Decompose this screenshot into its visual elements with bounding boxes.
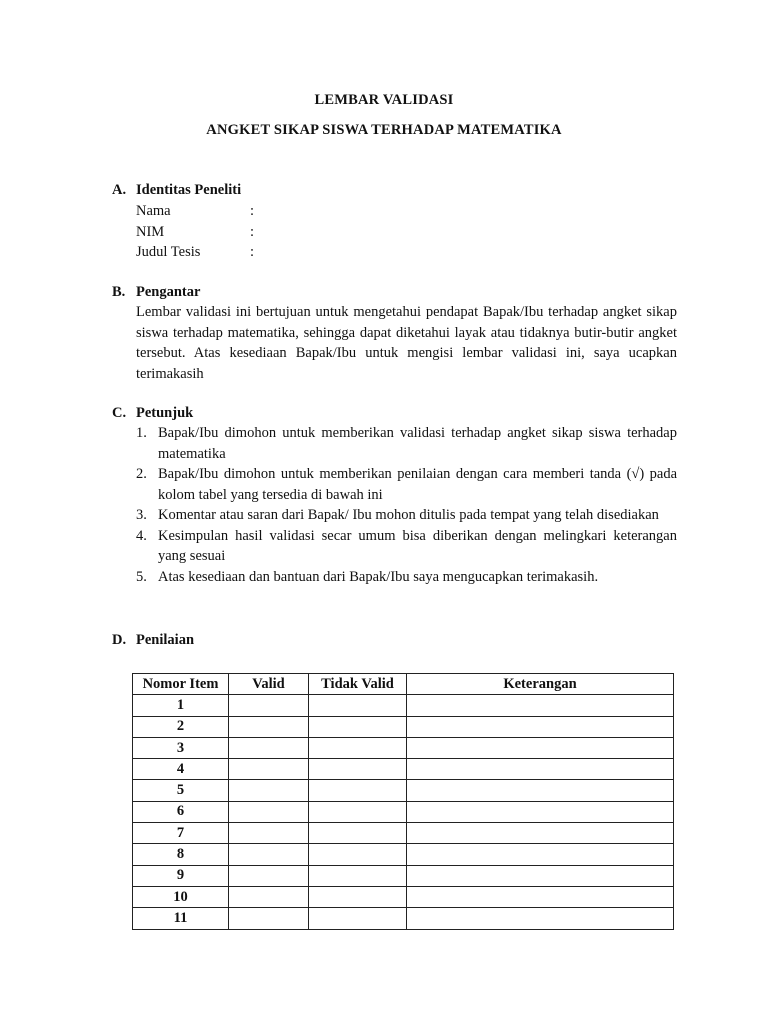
identity-separator: : <box>250 203 255 219</box>
item-number-cell: 5 <box>133 780 229 801</box>
keterangan-cell[interactable] <box>407 844 674 865</box>
list-item: 3. Komentar atau saran dari Bapak/ Ibu mohon ditulis pada tempat yang telah disediakan <box>136 507 659 523</box>
tidak-valid-cell[interactable] <box>309 759 407 780</box>
header-keterangan: Keterangan <box>407 674 674 695</box>
header-valid: Valid <box>229 674 309 695</box>
document-title: LEMBAR VALIDASI <box>314 92 454 108</box>
item-number-cell: 10 <box>133 886 229 907</box>
table-row <box>133 780 674 801</box>
identity-row-nama <box>136 203 254 220</box>
tidak-valid-cell[interactable] <box>309 844 407 865</box>
keterangan-cell[interactable] <box>407 759 674 780</box>
tidak-valid-cell[interactable] <box>309 886 407 907</box>
header-nomor-item: Nomor Item <box>133 674 229 695</box>
header-tidak-valid: Tidak Valid <box>309 674 407 695</box>
valid-cell[interactable] <box>229 823 309 844</box>
table-row <box>133 695 674 716</box>
identity-label: NIM <box>136 224 165 240</box>
table-row <box>133 716 674 737</box>
section-c-letter: C. <box>112 405 127 421</box>
section-b-title: Pengantar <box>136 284 201 300</box>
valid-cell[interactable] <box>229 737 309 758</box>
keterangan-cell[interactable] <box>407 737 674 758</box>
valid-cell[interactable] <box>229 780 309 801</box>
table-header-row <box>133 674 674 695</box>
table-row <box>133 737 674 758</box>
section-a-heading <box>112 182 241 199</box>
list-item: 1. Bapak/Ibu dimohon untuk memberikan validasi terhadap angket sikap siswa terhadap matematika <box>136 425 677 462</box>
table-row <box>133 908 674 929</box>
keterangan-cell[interactable] <box>407 695 674 716</box>
section-c-title: Petunjuk <box>136 405 194 421</box>
valid-cell[interactable] <box>229 695 309 716</box>
table-row <box>133 759 674 780</box>
table-row <box>133 801 674 822</box>
identity-row-nim <box>136 224 254 241</box>
item-number-cell: 7 <box>133 823 229 844</box>
table-row <box>133 823 674 844</box>
valid-cell[interactable] <box>229 801 309 822</box>
section-b-heading <box>112 284 200 301</box>
tidak-valid-cell[interactable] <box>309 801 407 822</box>
pengantar-paragraph: Lembar validasi ini bertujuan untuk mengetahui pendapat Bapak/Ibu terhadap angket sikap siswa terhadap matematika, sehingga dapat diketahui layak atau tidaknya butir-butir angket tersebut. Atas kesediaan Bapak/Ibu untuk mengisi lembar validasi ini, saya ucapkan terimakasih <box>136 304 677 382</box>
petunjuk-list <box>136 423 677 587</box>
identity-label: Judul Tesis <box>136 244 201 260</box>
list-item: 2. Bapak/Ibu dimohon untuk memberikan penilaian dengan cara memberi tanda (√) pada kolom tabel yang tersedia di bawah ini <box>136 466 677 503</box>
tidak-valid-cell[interactable] <box>309 780 407 801</box>
penilaian-table <box>132 673 674 930</box>
valid-cell[interactable] <box>229 716 309 737</box>
document-subtitle: ANGKET SIKAP SISWA TERHADAP MATEMATIKA <box>206 122 562 138</box>
keterangan-cell[interactable] <box>407 823 674 844</box>
keterangan-cell[interactable] <box>407 716 674 737</box>
item-number-cell: 6 <box>133 801 229 822</box>
valid-cell[interactable] <box>229 865 309 886</box>
valid-cell[interactable] <box>229 844 309 865</box>
tidak-valid-cell[interactable] <box>309 865 407 886</box>
item-number-cell: 2 <box>133 716 229 737</box>
table-row <box>133 886 674 907</box>
table-row <box>133 865 674 886</box>
keterangan-cell[interactable] <box>407 908 674 929</box>
section-d-title: Penilaian <box>136 632 195 648</box>
item-number-cell: 11 <box>133 908 229 929</box>
tidak-valid-cell[interactable] <box>309 823 407 844</box>
identity-separator: : <box>250 224 255 240</box>
section-b-letter: B. <box>112 284 126 300</box>
list-item: 4. Kesimpulan hasil validasi secar umum bisa diberikan dengan melingkari keterangan yang sesuai <box>136 527 677 564</box>
identity-row-judul-tesis <box>136 244 254 261</box>
valid-cell[interactable] <box>229 886 309 907</box>
section-d-heading <box>112 632 194 649</box>
section-d-letter: D. <box>112 632 127 648</box>
keterangan-cell[interactable] <box>407 886 674 907</box>
section-a-title: Identitas Peneliti <box>136 182 242 198</box>
identity-separator: : <box>250 244 255 260</box>
table-row <box>133 844 674 865</box>
item-number-cell: 4 <box>133 759 229 780</box>
section-c-heading <box>112 405 193 422</box>
item-number-cell: 1 <box>133 695 229 716</box>
section-a-letter: A. <box>112 182 127 198</box>
item-number-cell: 8 <box>133 844 229 865</box>
tidak-valid-cell[interactable] <box>309 737 407 758</box>
tidak-valid-cell[interactable] <box>309 695 407 716</box>
identity-label: Nama <box>136 203 171 219</box>
keterangan-cell[interactable] <box>407 865 674 886</box>
item-number-cell: 9 <box>133 865 229 886</box>
valid-cell[interactable] <box>229 759 309 780</box>
keterangan-cell[interactable] <box>407 801 674 822</box>
tidak-valid-cell[interactable] <box>309 908 407 929</box>
item-number-cell: 3 <box>133 737 229 758</box>
tidak-valid-cell[interactable] <box>309 716 407 737</box>
list-item: 5. Atas kesediaan dan bantuan dari Bapak/Ibu saya mengucapkan terimakasih. <box>136 568 599 585</box>
valid-cell[interactable] <box>229 908 309 929</box>
table-body <box>133 695 674 929</box>
keterangan-cell[interactable] <box>407 780 674 801</box>
